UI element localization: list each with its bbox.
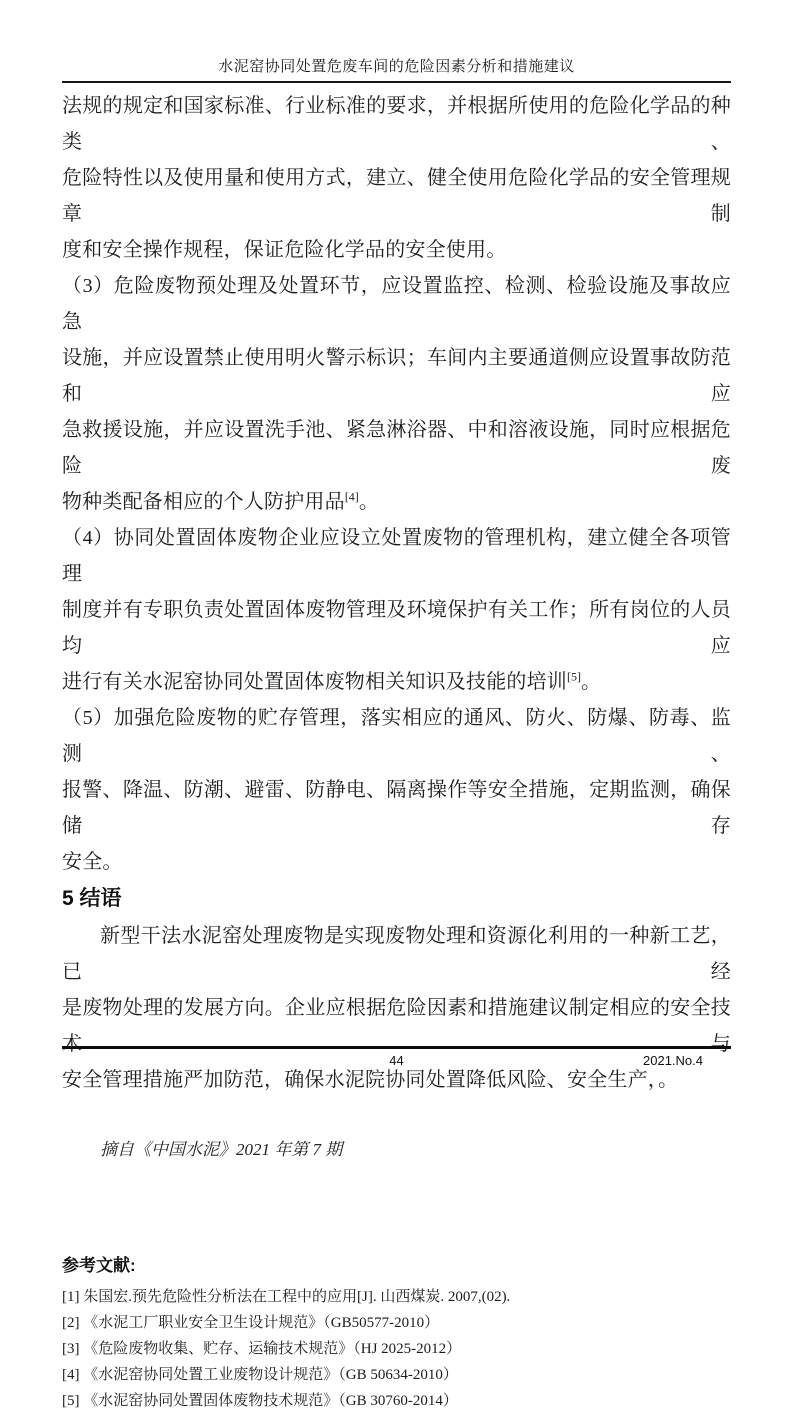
- source-citation: 摘自《中国水泥》2021 年第 7 期: [100, 1140, 343, 1159]
- paragraph-item-5: [62, 700, 731, 880]
- text-line: 新型干法水泥窑处理废物是实现废物处理和资源化利用的一种新工艺，已经: [62, 925, 731, 983]
- references-section: [62, 1254, 731, 1414]
- text-line: [62, 484, 731, 520]
- text-line: （5）加强危险废物的贮存管理，落实相应的通风、防火、防爆、防毒、监测、: [62, 707, 731, 765]
- citation-marker-4: [4]: [344, 489, 359, 504]
- reference-item: [5] 《水泥窑协同处置固体废物技术规范》（GB 30760-2014）: [62, 1393, 458, 1409]
- page-footer: [62, 1046, 731, 1068]
- reference-item: [2] 《水泥工厂职业安全卫生设计规范》（GB50577-2010）: [62, 1315, 440, 1331]
- footer-row: [62, 1049, 731, 1068]
- text-line: 法规的规定和国家标准、行业标准的要求，并根据所使用的危险化学品的种类、: [62, 95, 731, 153]
- running-header-title: 水泥窑协同处置危废车间的危险因素分析和措施建议: [218, 59, 575, 75]
- section-heading-conclusion: 5 结语: [62, 887, 122, 910]
- text-line: 是废物处理的发展方向。企业应根据危险因素和措施建议制定相应的安全技术与: [62, 997, 731, 1055]
- page-body: [62, 88, 731, 1414]
- text-line: 设施，并应设置禁止使用明火警示标识；车间内主要通道侧应设置事故防范和应: [62, 347, 731, 405]
- page-header: [62, 0, 731, 83]
- text-line: 安全管理措施严加防范，确保水泥院协同处置降低风险、安全生产，。: [62, 1069, 679, 1091]
- text-run: 物种类配备相应的个人防护用品: [62, 491, 345, 513]
- text-line: 制度并有专职负责处置固体废物管理及环境保护有关工作；所有岗位的人员均应: [62, 599, 731, 657]
- citation-marker-5: [5]: [567, 669, 581, 684]
- reference-item: [1] 朱国宏.预先危险性分析法在工程中的应用[J]. 山西煤炭. 2007,(02).: [62, 1289, 511, 1305]
- paragraph-item-3: [62, 268, 731, 520]
- paragraph-intro: [62, 88, 731, 268]
- reference-item: [3] 《危险废物收集、贮存、运输技术规范》（HJ 2025-2012）: [62, 1341, 462, 1357]
- reference-item: [4] 《水泥窑协同处置工业废物设计规范》（GB 50634-2010）: [62, 1367, 458, 1383]
- text-run: 。: [581, 671, 602, 693]
- text-line: 安全。: [62, 851, 123, 873]
- issue-label: 2021.No.4: [643, 1053, 703, 1068]
- references-heading: 参考文献:: [62, 1256, 136, 1275]
- text-line: 危险特性以及使用量和使用方式，建立、健全使用危险化学品的安全管理规章制: [62, 167, 731, 225]
- paragraph-conclusion: [62, 918, 731, 1098]
- text-line: 急救援设施，并应设置洗手池、紧急淋浴器、中和溶液设施，同时应根据危险废: [62, 419, 731, 477]
- page-number: 44: [389, 1053, 404, 1068]
- text-line: 度和安全操作规程，保证危险化学品的安全使用。: [62, 239, 507, 261]
- text-line: （3）危险废物预处理及处置环节，应设置监控、检测、检验设施及事故应急: [62, 275, 731, 333]
- text-line: （4）协同处置固体废物企业应设立处置废物的管理机构，建立健全各项管理: [62, 527, 731, 585]
- paragraph-item-4: [62, 520, 731, 700]
- text-line: [62, 664, 731, 700]
- text-line: 报警、降温、防潮、避雷、防静电、隔离操作等安全措施，定期监测，确保储存: [62, 779, 731, 837]
- text-run: 进行有关水泥窑协同处置固体废物相关知识及技能的培训: [62, 671, 567, 693]
- text-run: 。: [358, 491, 380, 513]
